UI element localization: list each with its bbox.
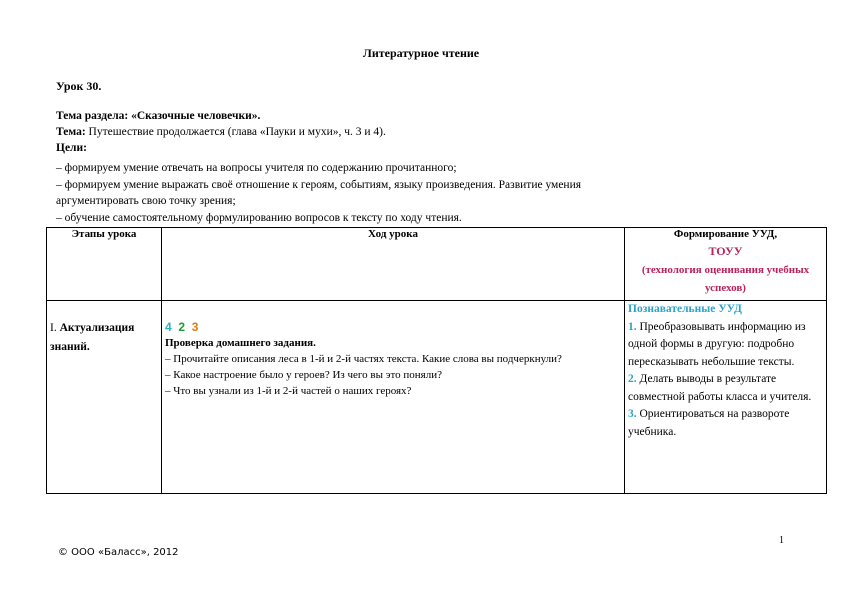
table-header-row <box>47 228 827 301</box>
uud-item-text: Делать выводы в результате совместной работы класса и учителя. <box>628 373 812 403</box>
rating-numbers <box>165 319 620 335</box>
question-3: – Что вы узнали из 1-й и 2-й частей о наших героях? <box>165 385 412 397</box>
uud-item-number: 2. <box>628 373 637 385</box>
uud-item-text: Преобразовывать информацию из одной формы в другую: подробно пересказывать небольшие тексты. <box>628 320 806 368</box>
goals-label: Цели: <box>56 142 87 154</box>
lesson-topic <box>56 124 386 140</box>
header-stages: Этапы урока <box>47 228 162 301</box>
uud-item <box>628 319 823 372</box>
stage-title: Актуализация знаний. <box>50 322 135 353</box>
page-number: 1 <box>779 535 784 546</box>
goal-2: – формируем умение выражать своё отношение к героям, событиям, языку произведения. Развитие умения <box>56 179 582 191</box>
stage-number: I. <box>50 322 57 334</box>
section-theme: Тема раздела: «Сказочные человечки». <box>56 110 261 122</box>
uud-item <box>628 371 823 406</box>
stage-cell <box>47 301 162 494</box>
number-1: 4 <box>165 320 172 334</box>
question-1: – Прочитайте описания леса в 1-й и 2-й частях текста. Какие слова вы подчеркнули? <box>165 353 562 365</box>
goal-2-cont: аргументировать свою точку зрения; <box>56 195 236 207</box>
header-toyu-desc: (технология оценивания учебных успехов) <box>641 264 810 294</box>
number-3: 3 <box>191 320 199 334</box>
topic-label: Тема: <box>56 126 86 138</box>
document-title: Литературное чтение <box>362 46 480 60</box>
table-row <box>47 301 827 494</box>
topic-text: Путешествие продолжается (глава «Пауки и мухи», ч. 3 и 4). <box>85 126 386 138</box>
header-uud <box>625 228 827 301</box>
header-course: Ход урока <box>162 228 625 301</box>
lesson-table <box>46 227 827 494</box>
lesson-number: Урок 30. <box>56 79 102 93</box>
uud-title: Познавательные УУД <box>628 303 742 315</box>
header-toyu: ТОУУ <box>708 244 743 258</box>
goal-1: – формируем умение отвечать на вопросы учителя по содержанию прочитанного; <box>56 162 457 174</box>
goal-3: – обучение самостоятельному формулированию вопросов к тексту по ходу чтения. <box>56 212 462 224</box>
uud-item-text: Ориентироваться на развороте учебника. <box>628 408 790 438</box>
uud-cell <box>625 301 827 494</box>
number-2: 2 <box>178 320 186 334</box>
homework-check-title: Проверка домашнего задания. <box>165 337 316 349</box>
uud-item-number: 1. <box>628 320 637 333</box>
copyright-footer: © ООО «Баласс», 2012 <box>58 547 179 558</box>
course-cell <box>162 301 625 494</box>
uud-item <box>628 406 823 441</box>
header-uud-title: Формирование УУД, <box>673 228 778 240</box>
uud-item-number: 3. <box>628 408 637 420</box>
question-2: – Какое настроение было у героев? Из чего вы это поняли? <box>165 369 442 381</box>
